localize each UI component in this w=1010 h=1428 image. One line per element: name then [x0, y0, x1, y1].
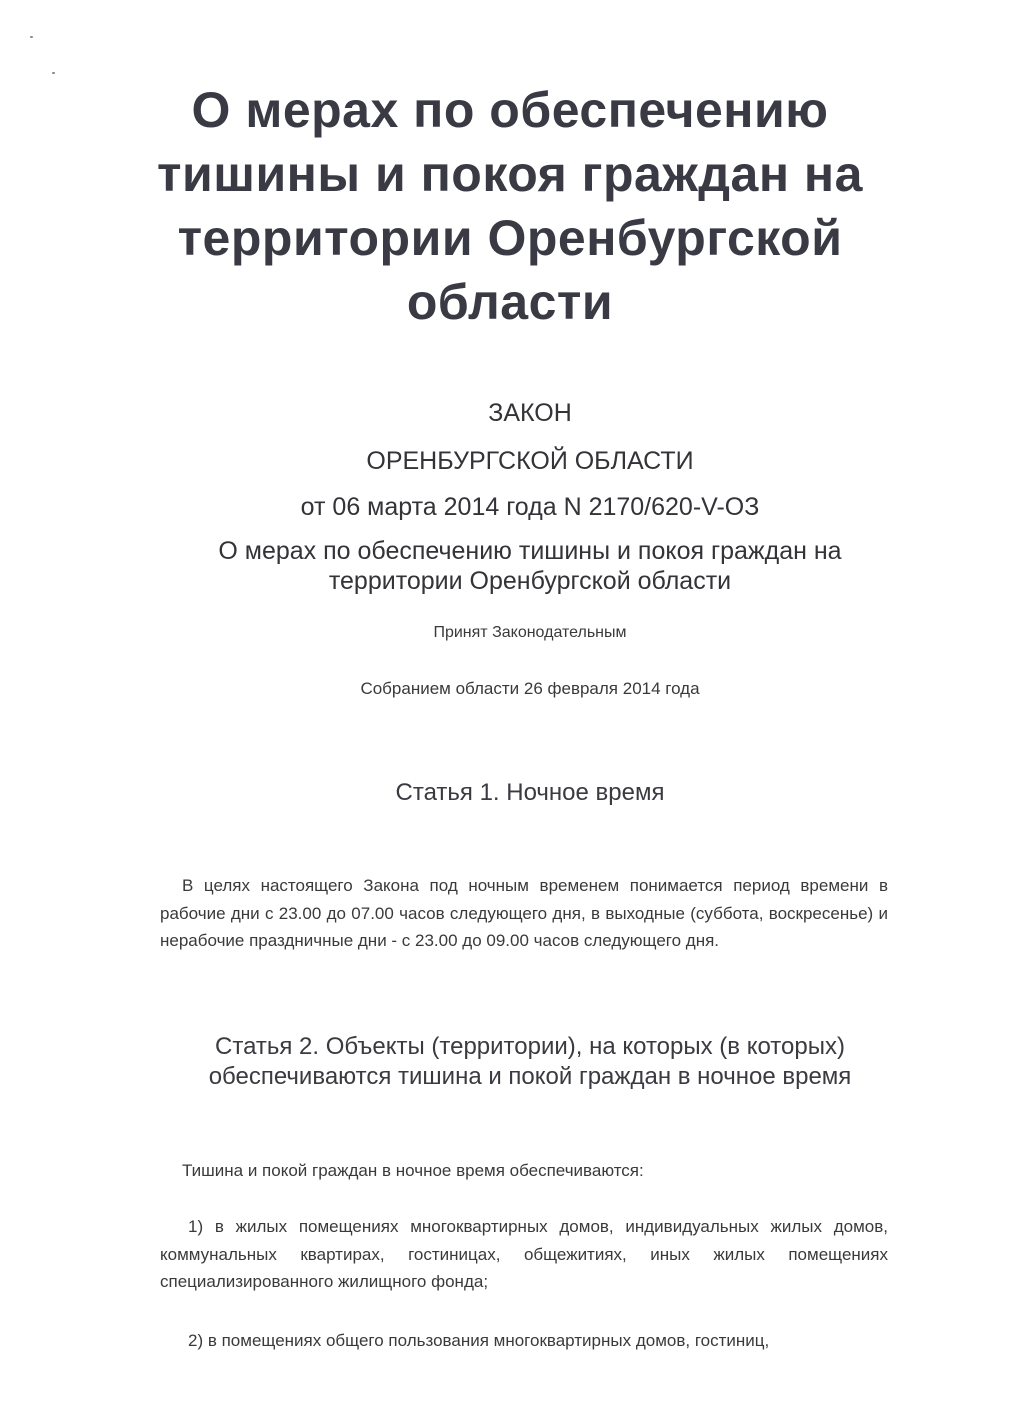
adopted-note-line2: Собранием области 26 февраля 2014 года: [360, 679, 700, 698]
main-title: О мерах по обеспечению тишины и покоя граждан на территории Оренбургской области: [157, 82, 863, 330]
article2-heading: Статья 2. Объекты (территории), на которых (в которых) обеспечиваются тишина и покой граждан в ночное время: [208, 1033, 852, 1090]
scan-speck: [52, 72, 55, 74]
article2-item: 1) в жилых помещениях многоквартирных домов, индивидуальных жилых домов, коммунальных квартирах, гостиницах, общежитиях, иных жилых помещениях специализированного жилищного фонда;: [160, 1217, 888, 1291]
article1-heading: Статья 1. Ночное время: [395, 779, 665, 806]
article1-paragraph: В целях настоящего Закона под ночным временем понимается период времени в рабочие дни с 23.00 до 07.00 часов следующего дня, в выходные (суббота, воскресенье) и нерабочие праздничные дни - с 23.00 до 09.00 часов следующего дня.: [160, 876, 888, 950]
law-region: ОРЕНБУРГСКОЙ ОБЛАСТИ: [366, 447, 694, 475]
article2-item: 2) в помещениях общего пользования многоквартирных домов, гостиниц,: [188, 1331, 770, 1350]
law-subtitle: О мерах по обеспечению тишины и покоя граждан на территории Оренбургской области: [218, 537, 842, 595]
law-type: ЗАКОН: [488, 399, 572, 427]
article2-intro: Тишина и покой граждан в ночное время обеспечиваются:: [182, 1161, 644, 1180]
law-date: от 06 марта 2014 года N 2170/620-V-ОЗ: [300, 493, 760, 521]
scan-speck: [30, 36, 33, 38]
adopted-note-line1: Принят Законодательным: [433, 624, 627, 641]
